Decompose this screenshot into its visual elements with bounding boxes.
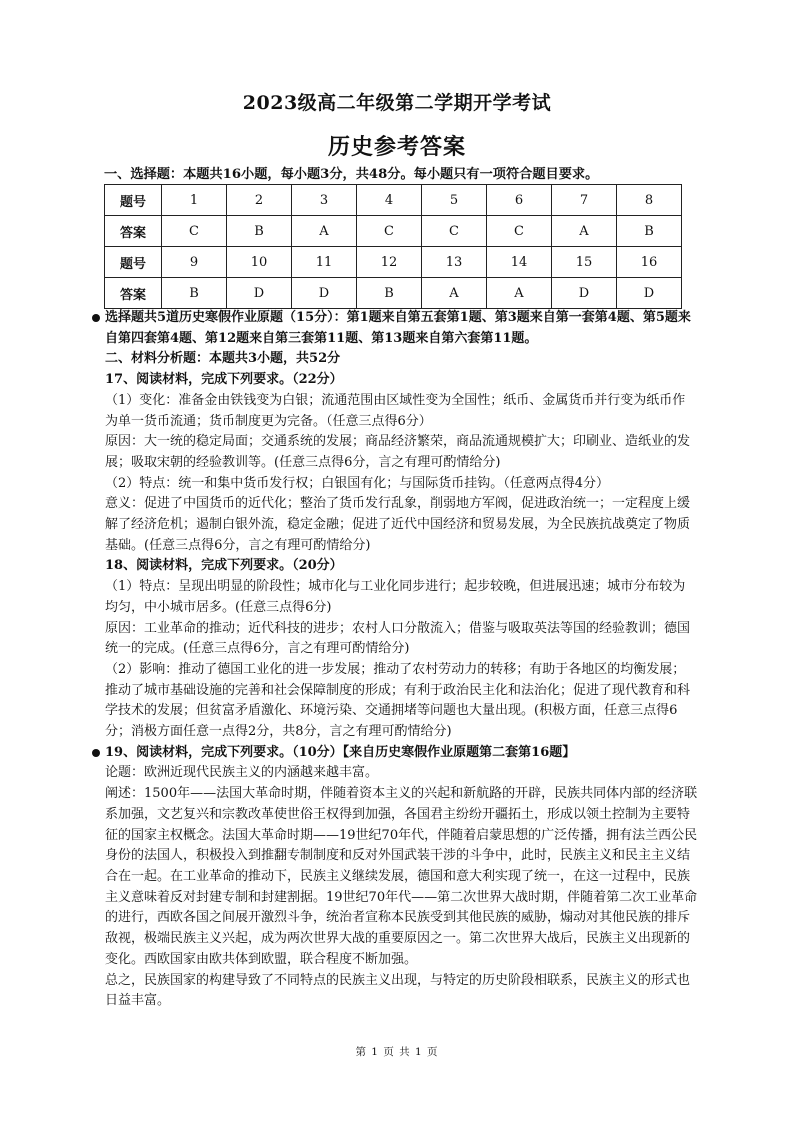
q18-part1: （1）特点：呈现出明显的阶段性；城市化与工业化同步进行；起步较晚，但进展迅速；城市分布较为均匀，中小城市居多。(任意三点得6分) (105, 579, 686, 615)
table-cell: 7 (552, 185, 617, 216)
table-cell: A (292, 216, 357, 247)
page-title: 2023级高二年级第二学期开学考试 (242, 92, 552, 114)
source-note (92, 308, 698, 349)
q18-heading: 18、阅读材料，完成下列要求。（20分） (105, 558, 343, 574)
table-cell: 5 (422, 185, 487, 216)
table-cell: 题号 (105, 185, 162, 216)
section2-heading: 二、材料分析题：本题共3小题，共52分 (105, 351, 341, 367)
table-cell: 10 (227, 247, 292, 278)
answer-table (104, 184, 682, 309)
table-cell: 6 (487, 185, 552, 216)
q18-part2: （2）影响：推动了德国工业化的进一步发展；推动了农村劳动力的转移；有助于各地区的均衡发展；推动了城市基础设施的完善和社会保障制度的形成；有利于政治民主化和法治化；促进了现代教育和科学技术的发展；但贫富矛盾激化、环境污染、交通拥堵等问题也大量出现。(积极方面，任意三点得6分；消极方面任意一点得2分，共8分，言之有理可酌情给分) (105, 661, 691, 740)
table-cell: C (422, 216, 487, 247)
page-footer: 第 1 页 共 1 页 (355, 1046, 439, 1058)
table-cell: 答案 (105, 278, 162, 309)
answer-body (92, 308, 698, 1012)
table-cell: A (552, 216, 617, 247)
table-row (105, 278, 682, 309)
table-cell: A (487, 278, 552, 309)
q19-thesis: 论题：欧洲近现代民族主义的内涵越来越丰富。 (105, 765, 379, 781)
source-note-text: 选择题共5道历史寒假作业原题（15分）：第1题来自第五套第1题、第3题来自第一套第4题、第5题来自第四套第4题、第12题来自第三套第11题、第13题来自第六套第11题。 (105, 310, 691, 346)
table-cell: 答案 (105, 216, 162, 247)
table-cell: C (357, 216, 422, 247)
q17-heading: 17、阅读材料，完成下列要求。（22分） (105, 372, 343, 388)
q19-heading-text: 19、阅读材料，完成下列要求。（10分）【来自历史寒假作业原题第二套第16题】 (105, 744, 576, 760)
table-cell: 12 (357, 247, 422, 278)
table-cell: 8 (617, 185, 682, 216)
q17-significance: 意义：促进了中国货币的近代化；整治了货币发行乱象，削弱地方军阀，促进政治统一；一定程度上缓解了经济危机；遏制白银外流，稳定金融；促进了近代中国经济和贸易发展，为全民族抗战奠定了物质基础。(任意三点得6分，言之有理可酌情给分) (105, 496, 691, 553)
table-cell: 14 (487, 247, 552, 278)
table-cell: B (617, 216, 682, 247)
bullet-icon (92, 749, 100, 757)
table-cell: C (487, 216, 552, 247)
section1-heading: 一、选择题：本题共16小题，每小题3分，共48分。每小题只有一项符合题目要求。 (104, 167, 599, 182)
table-cell: D (552, 278, 617, 309)
table-cell: D (292, 278, 357, 309)
table-cell: 9 (162, 247, 227, 278)
table-cell: 11 (292, 247, 357, 278)
table-cell: D (227, 278, 292, 309)
table-cell: B (162, 278, 227, 309)
q17-part2: （2）特点：统一和集中货币发行权；白银国有化；与国际货币挂钩。（任意两点得4分） (105, 475, 610, 491)
table-cell: 13 (422, 247, 487, 278)
table-row (105, 216, 682, 247)
table-cell: D (617, 278, 682, 309)
table-cell: 3 (292, 185, 357, 216)
q17-part1: （1）变化：准备金由铁钱变为白银；流通范围由区域性变为全国性；纸币、金属货币并行变为纸币作为单一货币流通；货币制度更为完备。（任意三点得6分） (105, 392, 686, 429)
table-cell: C (162, 216, 227, 247)
table-cell: A (422, 278, 487, 309)
table-row (105, 185, 682, 216)
table-cell: 题号 (105, 247, 162, 278)
table-cell: 1 (162, 185, 227, 216)
table-cell: B (227, 216, 292, 247)
q19-argument: 阐述：1500年——法国大革命时期，伴随着资本主义的兴起和新航路的开辟，民族共同体内部的经济联系加强，文艺复兴和宗教改革使世俗王权得到加强，各国君主纷纷开疆拓土，形成以领土控制为主要特征的国家主权概念。法国大革命时期——19世纪70年代，伴随着启蒙思想的广泛传播，拥有法兰西公民身份的法国人，积极投入到推翻专制制度和反对外国武装干涉的斗争中，此时，民族主义和民主主义结合在一起。在工业革命的推动下，民族主义继续发展，德国和意大利实现了统一，在这一过程中，民族主义意味着反对封建专制和封建割据。19世纪70年代——第二次世界大战时期，伴随着第二次工业革命的进行，西欧各国之间展开激烈斗争，统治者宣称本民族受到其他民族的威胁，煽动对其他民族的排斥敌视，极端民族主义兴起，成为两次世界大战的重要原因之一。第二次世界大战后，民族主义出现新的变化。西欧国家由欧共体到欧盟，联合程度不断加强。 (105, 786, 698, 967)
bullet-icon (92, 314, 100, 322)
table-cell: 4 (357, 185, 422, 216)
q19-heading (92, 743, 698, 764)
table-cell: 16 (617, 247, 682, 278)
table-cell: 2 (227, 185, 292, 216)
page-subtitle: 历史参考答案 (327, 134, 466, 160)
table-cell: B (357, 278, 422, 309)
table-row (105, 247, 682, 278)
q18-reasons: 原因：工业革命的推动；近代科技的进步；农村人口分散流入；借鉴与吸取英法等国的经验教训；德国统一的完成。(任意三点得6分，言之有理可酌情给分) (105, 620, 691, 657)
table-cell: 15 (552, 247, 617, 278)
q17-reasons: 原因：大一统的稳定局面；交通系统的发展；商品经济繁荣，商品流通规模扩大；印刷业、造纸业的发展；吸取宋朝的经验教训等。(任意三点得6分，言之有理可酌情给分) (105, 434, 691, 470)
q19-conclusion: 总之，民族国家的构建导致了不同特点的民族主义出现，与特定的历史阶段相联系，民族主义的形式也日益丰富。 (105, 972, 691, 1009)
